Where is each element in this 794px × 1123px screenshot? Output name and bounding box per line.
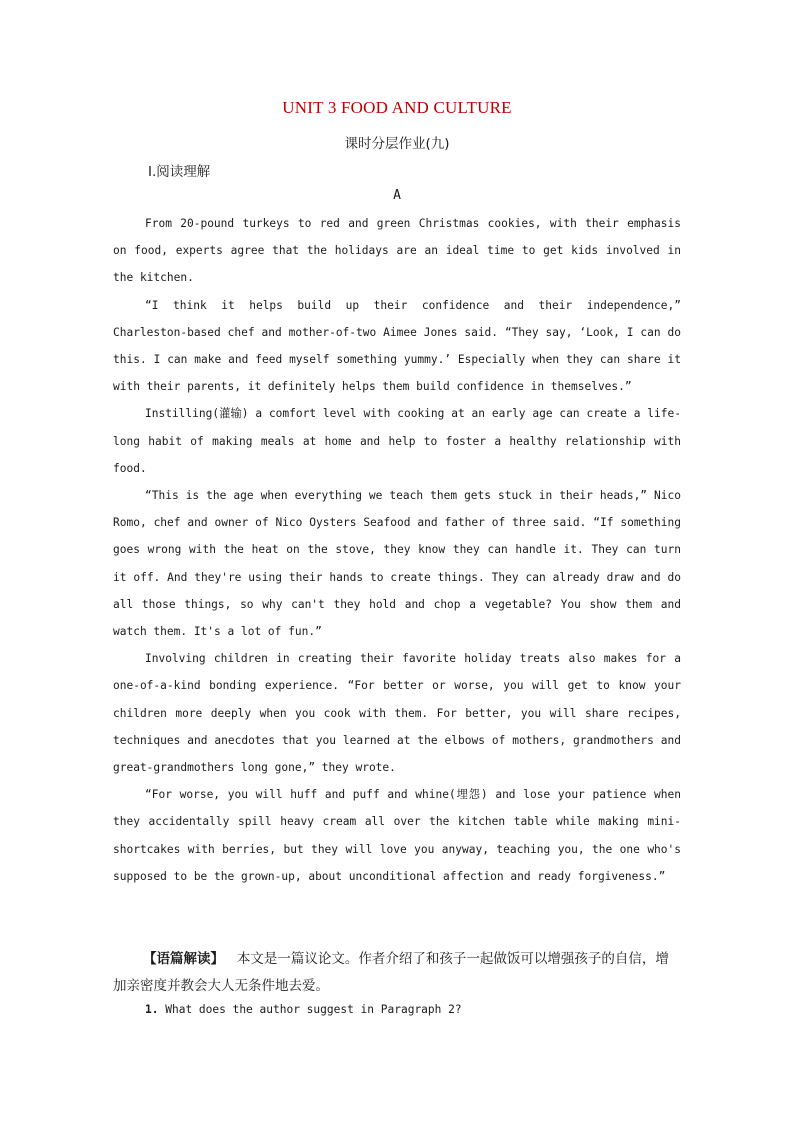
section-heading: Ⅰ.阅读理解 (148, 164, 211, 180)
passage-paragraph-6: “For worse, you will huff and puff and whine(埋怨) and lose your patience when they accidentally spill heavy cream all over the kitchen table while making mini-shortcakes with berries, but they will love you anyway, teaching you, the one who's supposed to be the grown-up, about unconditional affection and ready forgiveness.” (113, 788, 681, 883)
passage-paragraph-5: Involving children in creating their favorite holiday treats also makes for a one-of-a-kind bonding experience. “For better or worse, you will get to know your children more deeply when you cook with them. For better, you will share recipes, techniques and anecdotes that you learned at the elbows of mothers, grandmothers and great-grandmothers long gone,” they wrote. (113, 652, 681, 775)
discourse-analysis (113, 946, 681, 1000)
analysis-paragraph (113, 946, 681, 1000)
question-1 (145, 1003, 462, 1016)
passage-paragraph-3: Instilling(灌输) a comfort level with cooking at an early age can create a life-long habit of making meals at home and help to foster a healthy relationship with food. (113, 407, 681, 475)
unit-title: UNIT 3 FOOD AND CULTURE (282, 98, 512, 117)
passage-label: A (393, 188, 401, 203)
passage-paragraph-2: “I think it helps build up their confidence and their independence,” Charleston-based chef and mother-of-two Aimee Jones said. “They say, ‘Look, I can do this. I can make and feed myself something yummy.’ Especially when they can share it with their parents, it definitely helps them build confidence in themselves.” (113, 298, 681, 394)
passage-paragraph-4: “This is the age when everything we teach them gets stuck in their heads,” Nico Romo, chef and owner of Nico Oysters Seafood and father of three said. “If something goes wrong with the heat on the stove, they know they can handle it. They can turn it off. And they're using their hands to create things. They can already draw and do all those things, so why can't they hold and chop a vegetable? You show them and watch them. It's a lot of fun.” (113, 489, 681, 639)
question-number: 1. (145, 1003, 159, 1016)
passage-body (113, 210, 681, 890)
analysis-text: 本文是一篇议论文。作者介绍了和孩子一起做饭可以增强孩子的自信，增加亲密度并教会大人无条件地去爱。 (113, 951, 669, 994)
question-text: What does the author suggest in Paragraph 2? (165, 1003, 462, 1016)
analysis-tag: 【语篇解读】 (143, 951, 224, 967)
homework-subtitle: 课时分层作业(九) (344, 136, 450, 152)
passage-paragraph-1: From 20-pound turkeys to red and green Christmas cookies, with their emphasis on food, experts agree that the holidays are an ideal time to get kids involved in the kitchen. (113, 217, 681, 285)
